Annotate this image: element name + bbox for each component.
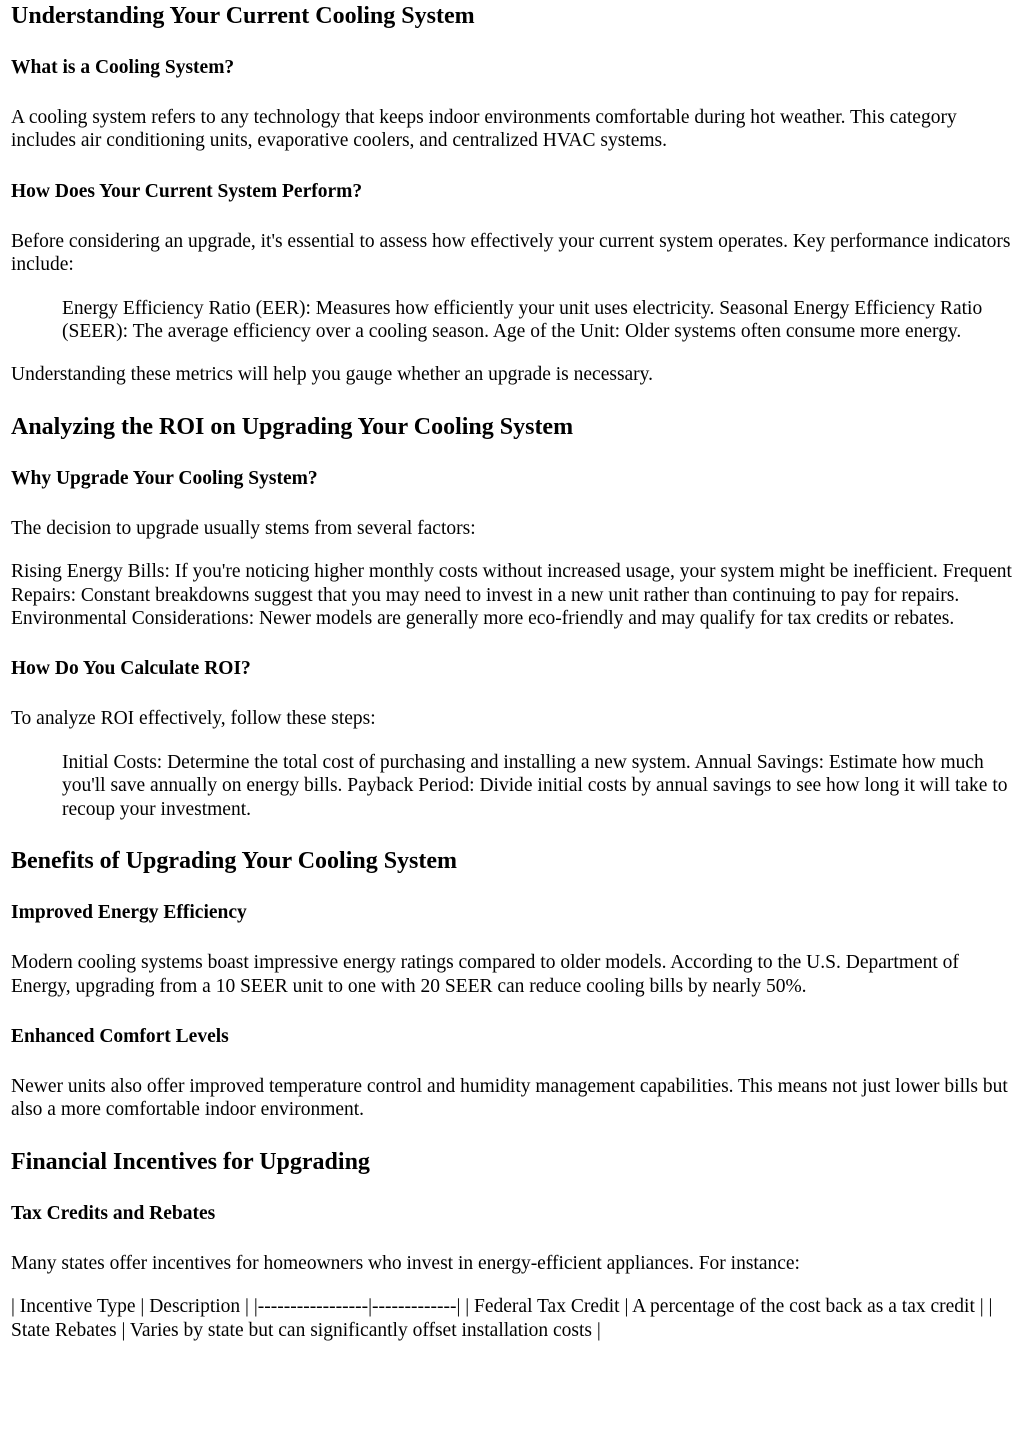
subheading-calculate-roi: How Do You Calculate ROI? <box>11 658 251 680</box>
paragraph-roi-steps-intro: To analyze ROI effectively, follow these steps: <box>11 708 376 730</box>
subheading-comfort-levels: Enhanced Comfort Levels <box>11 1025 229 1047</box>
section-heading-understanding: Understanding Your Current Cooling System <box>11 3 475 29</box>
paragraph-incentive-table-text: | Incentive Type | Description | |-----------------|-------------| | Federal Tax Credit | A percentage of the cost back as a tax credit | | State Rebates | Varies by state but can significantly offset installation costs | <box>11 1296 993 1341</box>
quote-roi-steps: Initial Costs: Determine the total cost of purchasing and installing a new system. Annual Savings: Estimate how much you'll save annually on energy bills. Payback Period: Divide initial costs by annual savings to see how long it will take to recoup your investment. <box>62 751 1008 820</box>
subheading-energy-efficiency: Improved Energy Efficiency <box>11 902 247 924</box>
paragraph-factor-list: Rising Energy Bills: If you're noticing higher monthly costs without increased usage, your system might be inefficient. Frequent Repairs: Constant breakdowns suggest that you may need to invest in a new unit rather than continuing to pay for repairs. Environmental Considerations: Newer models are generally more eco-friendly and may qualify for tax credits or rebates. <box>11 561 1012 630</box>
paragraph-assess-performance: Before considering an upgrade, it's essential to assess how effectively your current system operates. Key performance indicators include: <box>11 230 1011 276</box>
quote-performance-indicators: Energy Efficiency Ratio (EER): Measures how efficiently your unit uses electricity. Seasonal Energy Efficiency Ratio (SEER): The average efficiency over a cooling season. Age of the Unit: Older systems often consume more energy. <box>62 297 983 343</box>
subheading-tax-credits: Tax Credits and Rebates <box>11 1202 216 1224</box>
paragraph-cooling-definition: A cooling system refers to any technology that keeps indoor environments comfortable during hot weather. This category includes air conditioning units, evaporative coolers, and centralized HVAC systems. <box>11 107 957 152</box>
subheading-why-upgrade: Why Upgrade Your Cooling System? <box>11 467 318 489</box>
paragraph-upgrade-factors: The decision to upgrade usually stems from several factors: <box>11 517 476 539</box>
section-heading-financial-incentives: Financial Incentives for Upgrading <box>11 1148 370 1175</box>
article <box>0 2 1024 1342</box>
section-heading-benefits: Benefits of Upgrading Your Cooling System <box>11 848 458 875</box>
paragraph-incentives-intro: Many states offer incentives for homeowners who invest in energy-efficient appliances. For instance: <box>11 1252 800 1274</box>
paragraph-understanding-metrics: Understanding these metrics will help you gauge whether an upgrade is necessary. <box>11 364 654 386</box>
subheading-system-performance: How Does Your Current System Perform? <box>11 180 363 202</box>
section-heading-roi: Analyzing the ROI on Upgrading Your Cooling System <box>11 413 574 440</box>
subheading-what-is-cooling-system: What is a Cooling System? <box>11 57 235 78</box>
paragraph-comfort-levels: Newer units also offer improved temperature control and humidity management capabilities. This means not just lower bills but also a more comfortable indoor environment. <box>11 1075 1008 1121</box>
paragraph-energy-efficiency: Modern cooling systems boast impressive energy ratings compared to older models. According to the U.S. Department of Energy, upgrading from a 10 SEER unit to one with 20 SEER can reduce cooling bills by nearly 50%. <box>11 952 959 997</box>
